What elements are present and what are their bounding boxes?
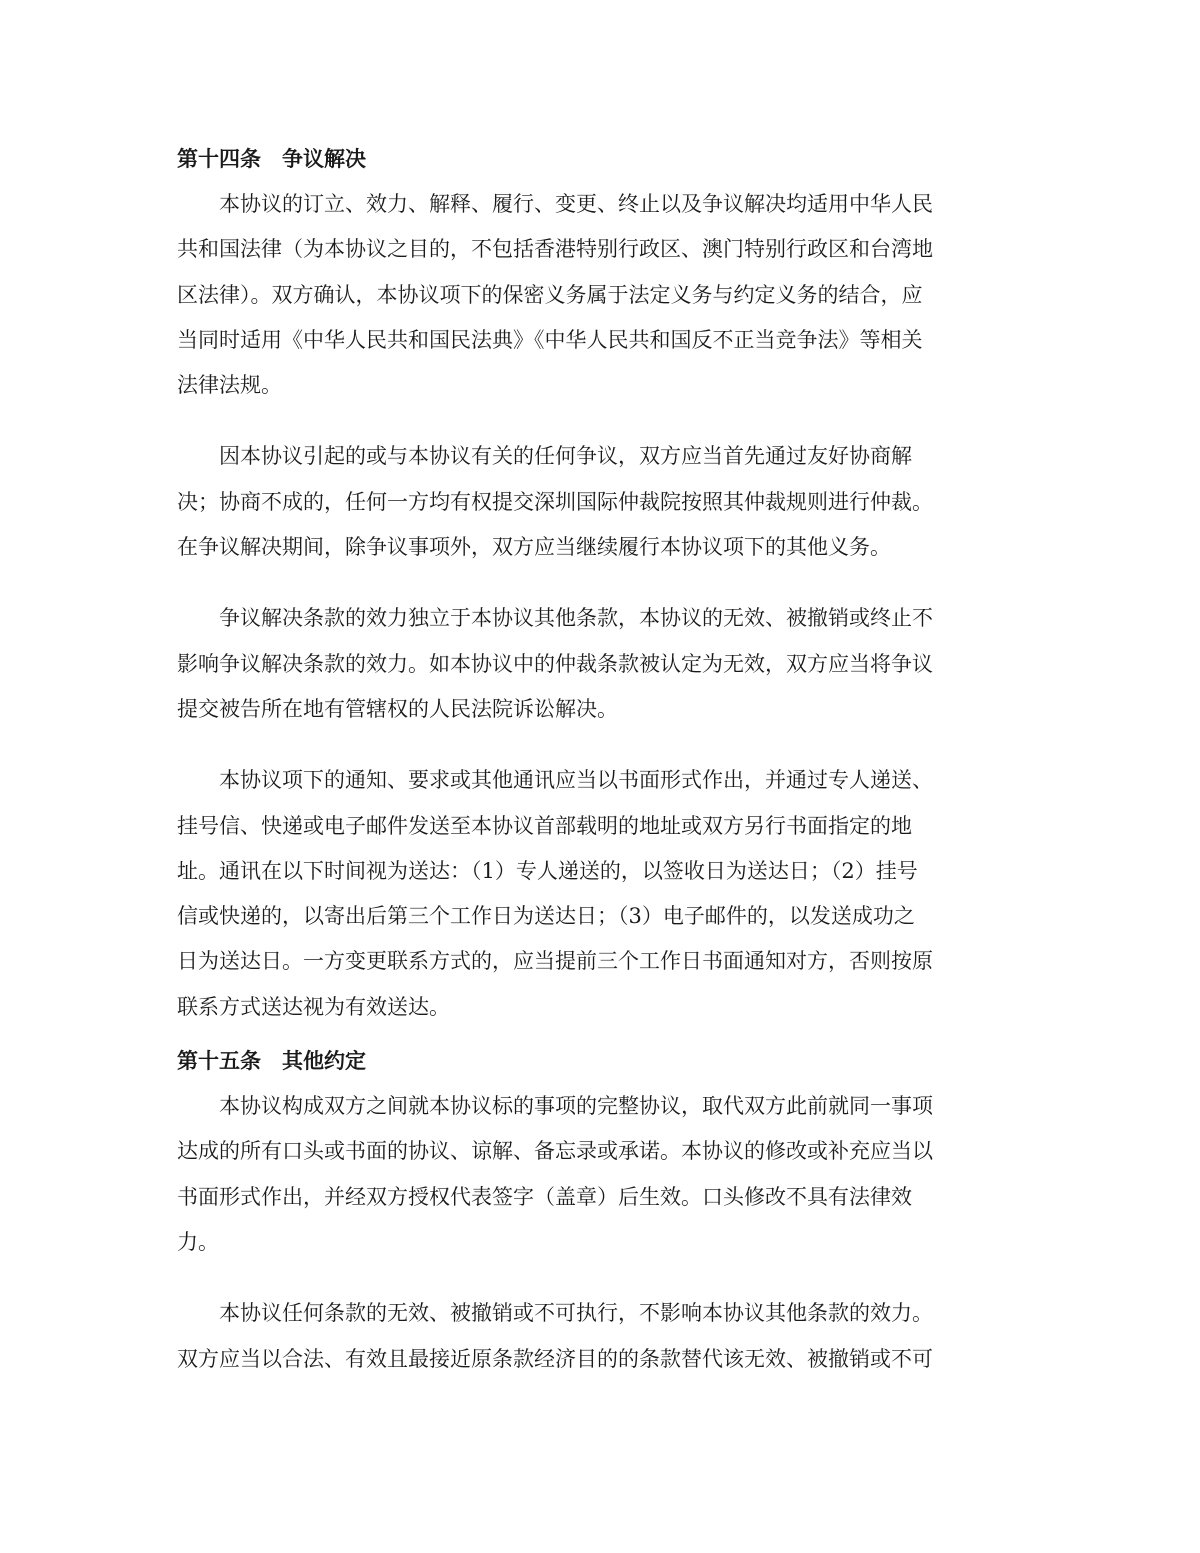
text-line: 力。	[177, 1229, 219, 1254]
paragraph-14-2	[177, 434, 1025, 570]
text-line: 法律法规。	[177, 373, 282, 398]
paragraph-spacer	[177, 1265, 1025, 1291]
section-heading-15: 第十五条 其他约定	[177, 1049, 366, 1074]
text-line: 本协议任何条款的无效、被撤销或不可执行，不影响本协议其他条款的效力。	[219, 1301, 933, 1326]
text-line: 挂号信、快递或电子邮件发送至本协议首部载明的地址或双方另行书面指定的地	[177, 813, 912, 838]
text-line: 本协议的订立、效力、解释、履行、变更、终止以及争议解决均适用中华人民	[219, 192, 933, 216]
text-line: 共和国法律（为本协议之目的，不包括香港特别行政区、澳门特别行政区和台湾地	[177, 237, 933, 262]
text-line: 本协议构成双方之间就本协议标的事项的完整协议，取代双方此前就同一事项	[219, 1094, 933, 1119]
document-body	[177, 136, 1025, 1382]
text-line: 书面形式作出，并经双方授权代表签字（盖章）后生效。口头修改不具有法律效	[177, 1184, 912, 1209]
text-line: 影响争议解决条款的效力。如本协议中的仲裁条款被认定为无效，双方应当将争议	[177, 651, 933, 676]
paragraph-spacer	[177, 408, 1025, 434]
section-heading-14: 第十四条 争议解决	[177, 147, 366, 171]
text-line: 在争议解决期间，除争议事项外，双方应当继续履行本协议项下的其他义务。	[177, 535, 891, 560]
text-line: 联系方式送达视为有效送达。	[177, 994, 450, 1019]
paragraph-15-2	[177, 1291, 1025, 1382]
text-line: 日为送达日。一方变更联系方式的，应当提前三个工作日书面通知对方，否则按原	[177, 949, 933, 974]
paragraph-spacer	[177, 732, 1025, 758]
paragraph-14-3	[177, 596, 1025, 732]
text-line: 决；协商不成的，任何一方均有权提交深圳国际仲裁院按照其仲裁规则进行仲裁。	[177, 489, 933, 514]
section-spacer	[177, 1030, 1025, 1038]
text-line: 信或快递的，以寄出后第三个工作日为送达日；（3）电子邮件的，以发送成功之	[177, 904, 915, 929]
paragraph-14-4	[177, 758, 1025, 1030]
text-line: 当同时适用《中华人民共和国民法典》《中华人民共和国反不正当竞争法》等相关	[177, 327, 923, 352]
text-line: 区法律）。双方确认，本协议项下的保密义务属于法定义务与约定义务的结合，应	[177, 282, 923, 307]
text-line: 因本协议引起的或与本协议有关的任何争议，双方应当首先通过友好协商解	[219, 444, 912, 469]
text-line: 达成的所有口头或书面的协议、谅解、备忘录或承诺。本协议的修改或补充应当以	[177, 1139, 933, 1164]
paragraph-15-1	[177, 1084, 1025, 1265]
text-line: 提交被告所在地有管辖权的人民法院诉讼解决。	[177, 696, 618, 721]
paragraph-14-1	[177, 182, 1025, 408]
text-line: 争议解决条款的效力独立于本协议其他条款，本协议的无效、被撤销或终止不	[219, 606, 933, 631]
text-line: 本协议项下的通知、要求或其他通讯应当以书面形式作出，并通过专人递送、	[219, 768, 933, 793]
text-line: 址。通讯在以下时间视为送达：（1）专人递送的，以签收日为送达日；（2）挂号	[177, 858, 918, 883]
text-line: 双方应当以合法、有效且最接近原条款经济目的的条款替代该无效、被撤销或不可	[177, 1346, 933, 1371]
paragraph-spacer	[177, 570, 1025, 596]
